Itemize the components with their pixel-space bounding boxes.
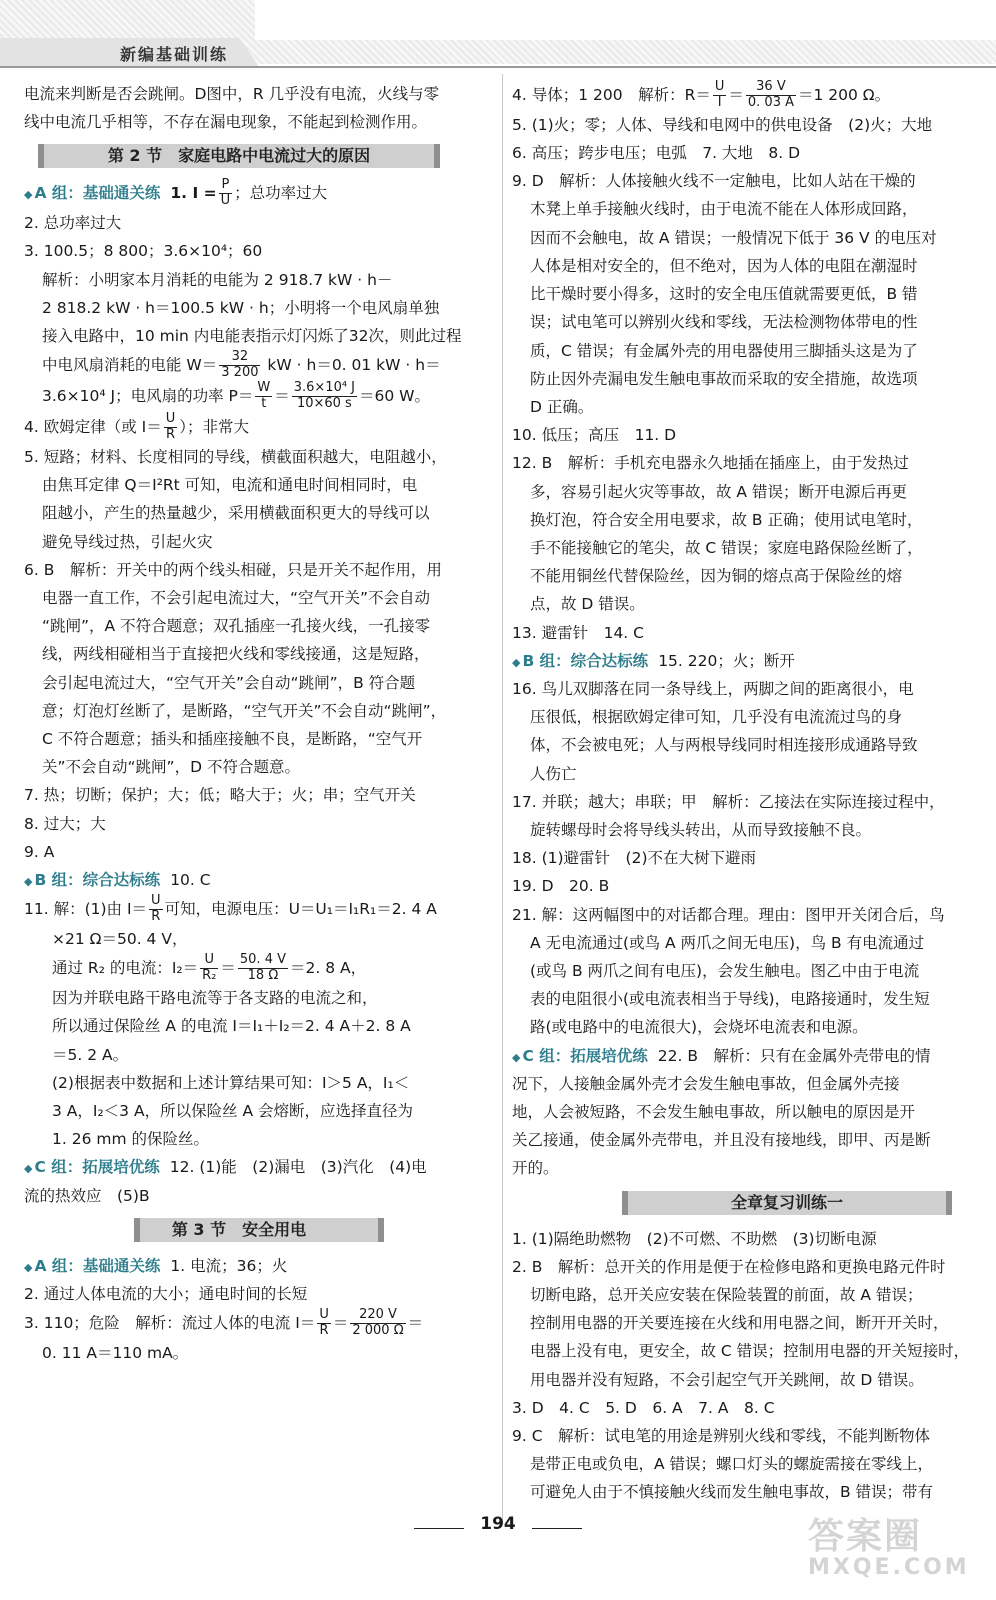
text-line: ×21 Ω＝50. 4 V， xyxy=(52,930,188,949)
answer-4: 4. 欧姆定律（或 I＝ $\frac{U}{R}$ ）；非常大 xyxy=(24,411,249,442)
book-title: 新编基础训练 xyxy=(120,45,229,64)
text-line: 会引起电流过大，“空气开关”会自动“跳闸”，B 符合题 xyxy=(42,673,416,692)
answer-r15: ◆ B 组：综合达标练 15. 220；火；断开 xyxy=(512,647,982,675)
text-line: 电器一直工作，不会引起电流过大，“空气开关”不会自动 xyxy=(42,588,431,607)
text-line: 多，容易引起火灾等事故，故 A 错误；断开电源后再更 xyxy=(530,482,907,501)
text-line: 路(或电路中的电流很大)，会烧坏电流表和电源。 xyxy=(530,1018,868,1037)
answer-5: 5. 短路；材料、长度相同的导线，横截面积越大，电阻越小， xyxy=(24,447,447,466)
text-line: “跳闸”，A 不符合题意；双孔插座一孔接火线，一孔接零 xyxy=(42,617,431,636)
fraction: $\frac{W}{t}$ xyxy=(257,380,271,412)
section-heading-2 xyxy=(24,142,494,170)
answer-s3-1: ◆ A 组：基础通关练 1. 电流；36；火 xyxy=(24,1252,494,1280)
fraction: $\frac{U}{\text{R₂}}$ xyxy=(202,952,217,984)
answer-s9: 9. C 解析：试电笔的用途是辨别火线和零线，不能判断物体 xyxy=(512,1427,931,1446)
text-line: 换灯泡，符合安全用电要求，故 B 正确；使用试电笔时， xyxy=(530,510,923,529)
group-label-c: ◆ C 组：拓展培优练 xyxy=(24,1153,160,1181)
text-line: 防止因外壳漏电发生触电事故而采取的安全措施，故选项 xyxy=(530,369,918,388)
answer-r12: 12. B 解析：手机充电器永久地插在插座上，由于发热过 xyxy=(512,454,909,473)
text-line: 手不能接触它的笔尖，故 C 错误；家庭电路保险丝断了， xyxy=(530,538,923,557)
text-line: 切断电路，总开关应安装在保险装置的前面，故 A 错误； xyxy=(530,1286,923,1304)
right-column xyxy=(512,80,982,1507)
text-line: 由焦耳定律 Q＝I²Rt 可知，电流和通电时间相同时，电 xyxy=(42,476,418,495)
text-line: 人体是相对安全的，但不绝对，因为人体的电阻在潮湿时 xyxy=(530,256,918,275)
answer-r22: ◆ C 组：拓展培优练 22. B 解析：只有在金属外壳带电的情 xyxy=(512,1042,982,1070)
answer-9: 9. A xyxy=(24,842,55,861)
fraction: $\frac{U}{I}$ xyxy=(714,79,725,110)
header-rule xyxy=(0,66,996,68)
group-label-a: ◆ A 组：基础通关练 xyxy=(24,179,160,207)
section-heading-review xyxy=(512,1189,982,1217)
text-line: 1. 26 mm 的保险丝。 xyxy=(52,1130,209,1149)
text-line: 旋转螺母时会将导线头转出，从而导致接触不良。 xyxy=(530,820,872,839)
answer-s3-3: 3. 110；危险 解析：流过人体的电流 I＝ $\frac{U}{R}$ ＝ $\frac{220 V}{2 000 \Omega}$ ＝ xyxy=(24,1307,424,1339)
text-line: 比干燥时要小得多，这时的安全电压值就需要更低，B 错 xyxy=(530,285,918,304)
text-line: 木凳上单手接触火线时，由于电流不能在人体形成回路， xyxy=(530,200,918,219)
text-line: 因为并联电路干路电流等于各支路的电流之和， xyxy=(52,989,378,1008)
fraction: $\frac{220 V}{2 000 \Omega}$ xyxy=(352,1307,404,1339)
column-divider xyxy=(502,74,503,1524)
group-label-a: ◆ A 组：基础通关练 xyxy=(24,1252,160,1280)
answer-r16: 16. 鸟儿双脚落在同一条导线上，两脚之间的距离很小，电 xyxy=(512,679,914,698)
text-line: 关”不会自动“跳闸”，D 不符合题意。 xyxy=(42,758,300,777)
fraction: $\frac{U}{R}$ xyxy=(165,411,176,442)
left-column xyxy=(24,80,494,1367)
answer-7: 7. 热；切断；保护；大；低；略大于；火；串；空气开关 xyxy=(24,786,416,805)
text-line: 关乙接通，使金属外壳带电，并且没有接地线，即甲、丙是断 xyxy=(512,1131,931,1150)
text-line: 阻越小，产生的热量越少，采用横截面积更大的导线可以 xyxy=(42,504,430,523)
text-line: 不能用铜丝代替保险丝，因为铜的熔点高于保险丝的熔 xyxy=(530,567,903,586)
text-line: C 不符合题意；插头和插座接触不良，是断路，“空气开 xyxy=(42,729,423,748)
section-title: 全章复习训练一 xyxy=(730,1192,843,1212)
fraction: $\frac{P}{U}$ xyxy=(220,177,231,209)
text-line: 质，C 错误；有金属外壳的用电器使用三脚插头这是为了 xyxy=(530,341,918,360)
text-line: 避免导线过热，引起火灾 xyxy=(42,532,213,551)
text-line: 人伤亡 xyxy=(530,764,577,783)
text-line: 控制用电器的开关要连接在火线和用电器之间，断开开关时， xyxy=(530,1314,949,1333)
text-line: 地，人会被短路，不会发生触电事故，所以触电的原因是开 xyxy=(512,1102,916,1121)
footer-dash-right xyxy=(532,1528,582,1529)
text-line: 体，不会被电死；人与两根导线同时相连接形成通路导致 xyxy=(530,736,918,755)
fraction: $\frac{36 V}{0. 03 A}$ xyxy=(747,79,794,110)
answer-r18: 18. (1)避雷针 (2)不在大树下避雨 xyxy=(512,849,756,868)
answer-6: 6. B 解析：开关中的两个线头相碰，只是开关不起作用，用 xyxy=(24,560,442,579)
fraction: $\frac{32}{3 200}$ xyxy=(221,349,259,381)
header-blank xyxy=(255,0,996,40)
text-line: 线，两线相碰相当于直接把火线和零线接通，这是短路， xyxy=(42,645,430,664)
explanation-line: 解析：小明家本月消耗的电能为 2 918.7 kW · h－ xyxy=(42,270,393,289)
answer-s2: 2. B 解析：总开关的作用是便于在检修电路和更换电路元件时 xyxy=(512,1257,946,1276)
answer-r13: 13. 避雷针 14. C xyxy=(512,623,644,642)
text-line: ＝5. 2 A。 xyxy=(52,1045,129,1064)
text-line: 意；灯泡灯丝断了，是断路，“空气开关”不会自动“跳闸”， xyxy=(42,701,447,720)
fraction: $\frac{50. 4 V}{18 \Omega}$ xyxy=(239,952,286,984)
watermark-logo xyxy=(808,1508,976,1588)
explanation-line: 3.6×10⁴ J；电风扇的功率 P＝ $\frac{W}{t}$ ＝ $\frac{\text{3.6×10⁴ J}}{10\times 60 s}$ ＝60 W。 xyxy=(42,380,431,412)
page-number: 194 xyxy=(480,1514,516,1534)
explanation-line: 2 818.2 kW · h＝100.5 kW · h；小明将一个电风扇单独 xyxy=(42,298,440,317)
text-line: 可避免人由于不慎接触火线而发生触电事故，B 错误；带有 xyxy=(530,1483,934,1502)
group-label-b: ◆ B 组：综合达标练 xyxy=(512,647,648,675)
answer-2: 2. 总功率过大 xyxy=(24,214,122,233)
answer-11: 11. 解：(1)由 I＝ $\frac{U}{R}$ 可知，电源电压：U＝U₁＝I₁R₁＝2. 4 A xyxy=(24,893,437,925)
text-line: 误；试电笔可以辨别火线和零线，无法检测物体带电的性 xyxy=(530,313,918,332)
text-line: 况下，人接触金属外壳才会发生触电事故，但金属外壳接 xyxy=(512,1074,900,1093)
fraction: $\frac{U}{R}$ xyxy=(319,1307,329,1339)
text-line: D 正确。 xyxy=(530,397,594,416)
answer-r5: 5. (1)火；零；人体、导线和电网中的供电设备 (2)火；大地 xyxy=(512,115,933,134)
text-line: 流的热效应 (5)B xyxy=(24,1186,150,1205)
answer-8: 8. 过大；大 xyxy=(24,814,106,833)
watermark-text: 答案圈 xyxy=(808,1516,923,1557)
fraction: $\frac{U}{R}$ xyxy=(151,893,161,925)
text-line: 3 A，I₂＜3 A，所以保险丝 A 会熔断，应选择直径为 xyxy=(52,1101,414,1120)
group-label-c: ◆ C 组：拓展培优练 xyxy=(512,1042,648,1070)
answer-1: ◆ A 组：基础通关练 1. I = $\frac{P}{U}$ ；总功率过大 xyxy=(24,178,494,209)
group-label-b: ◆ B 组：综合达标练 xyxy=(24,866,160,894)
text-line: 点，故 D 错误。 xyxy=(530,595,645,614)
answer-r19: 19. D 20. B xyxy=(512,877,610,896)
explanation-line: 接入电路中，10 min 内电能表指示灯闪烁了32次，则此过程 xyxy=(42,327,462,346)
answer-s1: 1. (1)隔绝助燃物 (2)不可燃、不助燃 (3)切断电源 xyxy=(512,1229,877,1248)
text-line: 压很低，根据欧姆定律可知，几乎没有电流流过鸟的身 xyxy=(530,708,903,727)
explanation-line: 中电风扇消耗的电能 W＝ $\frac{32}{3 200}$ kW · h＝0. 01 kW · h＝ xyxy=(42,349,441,381)
answer-12: ◆ C 组：拓展培优练 12. (1)能 (2)漏电 (3)汽化 (4)电 xyxy=(24,1153,494,1181)
section-title: 第 2 节 家庭电路中电流过大的原因 xyxy=(107,146,371,166)
text-line: 电流来判断是否会跳闸。D图中，R 几乎没有电流，火线与零 xyxy=(24,85,440,103)
answer-r9: 9. D 解析：人体接触火线不一定触电，比如人站在干燥的 xyxy=(512,172,916,191)
section-title: 第 3 节 安全用电 xyxy=(171,1219,307,1239)
answer-r17: 17. 并联；越大；串联；甲 解析：乙接法在实际连接过程中， xyxy=(512,792,945,811)
text-line: 电器上没有电，更安全，故 C 错误；控制用电器的开关短接时， xyxy=(530,1342,970,1361)
answer-r21: 21. 解：这两幅图中的对话都合理。理由：图甲开关闭合后，鸟 xyxy=(512,905,945,924)
answer-r10: 10. 低压；高压 11. D xyxy=(512,426,677,445)
answer-r4: 4. 导体；1 200 解析：R＝ $\frac{U}{I}$ ＝ $\frac{36 V}{0. 03 A}$ ＝1 200 Ω。 xyxy=(512,79,891,110)
watermark-url: MXQE.COM xyxy=(808,1555,970,1580)
answer-3: 3. 100.5；8 800；3.6×10⁴；60 xyxy=(24,242,263,261)
footer-dash-left xyxy=(414,1528,464,1529)
answer-s3: 3. D 4. C 5. D 6. A 7. A 8. C xyxy=(512,1398,775,1417)
answer-s3-2: 2. 通过人体电流的大小；通电时间的长短 xyxy=(24,1284,308,1303)
text-line: (2)根据表中数据和上述计算结果可知：I＞5 A，I₁＜ xyxy=(52,1073,410,1092)
answer-10: ◆ B 组：综合达标练 10. C xyxy=(24,866,494,894)
text-line: 所以通过保险丝 A 的电流 I＝I₁＋I₂＝2. 4 A＋2. 8 A xyxy=(52,1017,411,1036)
text-line: 通过 R₂ 的电流：I₂＝ $\frac{U}{\text{R₂}}$ ＝ $\frac{50. 4 V}{18 \Omega}$ ＝2. 8 A， xyxy=(52,952,367,984)
section-heading-3 xyxy=(24,1216,494,1244)
text-line: 线中电流几乎相等，不存在漏电现象，不能起到检测作用。 xyxy=(24,113,428,132)
text-line: 因而不会触电，故 A 错误；一般情况下低于 36 V 的电压对 xyxy=(530,228,937,247)
text-line: 用电器并没有短路，不会引起空气开关跳闸，故 D 错误。 xyxy=(530,1370,924,1389)
text-line: 表的电阻很小(或电流表相当于导线)，电路接通时，发生短 xyxy=(530,990,930,1009)
answer-r6: 6. 高压；跨步电压；电弧 7. 大地 8. D xyxy=(512,144,801,163)
text-line: 0. 11 A＝110 mA。 xyxy=(42,1344,189,1363)
text-line: A 无电流通过(或鸟 A 两爪之间无电压)，鸟 B 有电流通过 xyxy=(530,933,925,952)
text-line: (或鸟 B 两爪之间有电压)，会发生触电。图乙中由于电流 xyxy=(530,961,920,980)
text-line: 开的。 xyxy=(512,1159,559,1178)
fraction: $\frac{\text{3.6×10⁴ J}}{10\times 60 s}$ xyxy=(293,380,356,412)
text-line: 是带正电或负电，A 错误；螺口灯头的螺旋需接在零线上， xyxy=(530,1455,934,1474)
